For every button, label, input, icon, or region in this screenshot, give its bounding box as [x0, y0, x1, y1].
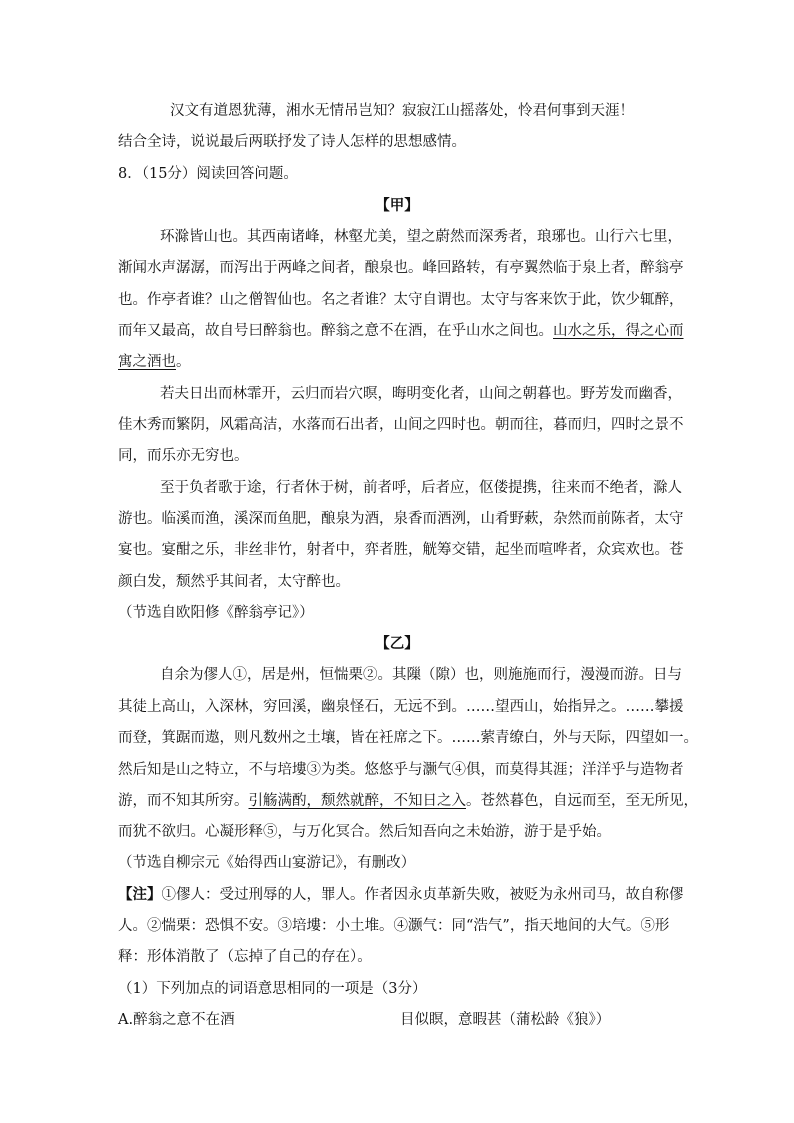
jia-p3-line2: 游也。临溪而渔，溪深而鱼肥，酿泉为酒，泉香而酒洌，山肴野蔌，杂然而前陈者，太守: [118, 511, 684, 527]
notes-line2: 人。②惴栗：恐惧不安。③培塿：小土堆。④灏气：同“浩气”，指天地间的大气。⑤形: [118, 918, 670, 934]
option-a-left: A.醉翁之意不在酒: [118, 1012, 235, 1028]
jia-p1-line1: 环滁皆山也。其西南诸峰，林壑尤美，望之蔚然而深秀者，琅琊也。山行六七里，: [160, 229, 682, 245]
yi-line3: 而登，箕踞而遨，则凡数州之土壤，皆在衽席之下。……萦青缭白，外与天际，四望如一。: [118, 730, 698, 746]
jia-p2-line2: 佳木秀而繁阴，风霜高洁，水落而石出者，山间之四时也。朝而往，暮而归，四时之景不: [118, 417, 684, 433]
jia-p1-line3: 也。作亭者谁？山之僧智仙也。名之者谁？太守自谓也。太守与客来饮于此，饮少辄醉，: [118, 292, 684, 308]
jia-p1-line5-punct: 。: [176, 354, 191, 370]
notes-line1: [118, 885, 684, 905]
jia-p1-line4: [118, 321, 684, 341]
jia-p3-line3: 宴也。宴酣之乐，非丝非竹，射者中，弈者胜，觥筹交错，起坐而喧哗者，众宾欢也。苍: [118, 542, 684, 558]
jia-source: （节选自欧阳修《醉翁亭记》）: [118, 605, 314, 621]
yi-line5: [118, 791, 698, 811]
question-8-header: 8．（15分）阅读回答问题。: [118, 166, 298, 182]
yi-line4: 然后知是山之特立，不与培塿③为类。悠悠乎与灏气④俱，而莫得其涯；洋洋乎与造物者: [118, 762, 684, 778]
yi-line1: 自余为僇人①，居是州，恒惴栗②。其隟（隙）也，则施施而行，漫漫而游。日与: [160, 667, 682, 683]
jia-p3-line1: 至于负者歌于途，行者休于树，前者呼，后者应，伛偻提携，往来而不绝者，滁人: [160, 480, 682, 496]
yi-line6: 而犹不欲归。心凝形释⑤，与万化冥合。然后知吾向之未始游，游于是乎始。: [118, 824, 611, 840]
yi-line2: 其徒上高山，入深林，穷回溪，幽泉怪石，无远不到。……望西山，始指异之。……攀援: [118, 699, 684, 715]
underlined-sentence-jia-end: 寓之酒也: [118, 354, 176, 370]
section-jia-title: 【甲】: [375, 197, 419, 214]
yi-line5-text-c: 。苍然暮色，自远而至，至无所见，: [466, 793, 698, 809]
poem-line: 汉文有道恩犹薄，湘水无情吊岂知？寂寂江山摇落处，怜君何事到天涯！: [170, 103, 634, 119]
notes-text-1: ①僇人：受过刑辱的人，罪人。作者因永贞革新失败，被贬为永州司马，故自称僇: [161, 887, 684, 903]
question-7-prompt: 结合全诗，说说最后两联抒发了诗人怎样的思想感情。: [118, 134, 466, 150]
question-1-prompt: （1）下列加点的词语意思相同的一项是（3分）: [118, 981, 427, 997]
jia-p1-line4-text: 而年又最高，故自号曰醉翁也。醉翁之意不在酒，在乎山水之间也。: [118, 323, 553, 339]
jia-p2-line1: 若夫日出而林霏开，云归而岩穴暝，晦明变化者，山间之朝暮也。野芳发而幽香，: [160, 386, 682, 402]
jia-p3-line4: 颜白发，颓然乎其间者，太守醉也。: [118, 574, 350, 590]
yi-line5-text-a: 游，而不知其所穷。: [118, 793, 249, 809]
yi-source: （节选自柳宗元《始得西山宴游记》，有删改）: [118, 855, 416, 871]
jia-p2-line3: 同，而乐亦无穷也。: [118, 448, 249, 464]
section-yi-title: 【乙】: [375, 635, 419, 652]
jia-p1-line2: 渐闻水声潺潺，而泻出于两峰之间者，酿泉也。峰回路转，有亭翼然临于泉上者，醉翁亭: [118, 260, 684, 276]
jia-p1-line5: [118, 352, 191, 372]
underlined-sentence-jia: 山水之乐，得之心而: [553, 323, 684, 339]
notes-label: 【注】: [118, 886, 162, 903]
option-a-right: 目似瞑，意暇甚（蒲松龄《狼》）: [400, 1012, 611, 1028]
underlined-sentence-yi: 引觞满酌，颓然就醉，不知日之入: [248, 793, 466, 809]
notes-line3: 释：形体消散了（忘掉了自己的存在）。: [118, 949, 372, 965]
